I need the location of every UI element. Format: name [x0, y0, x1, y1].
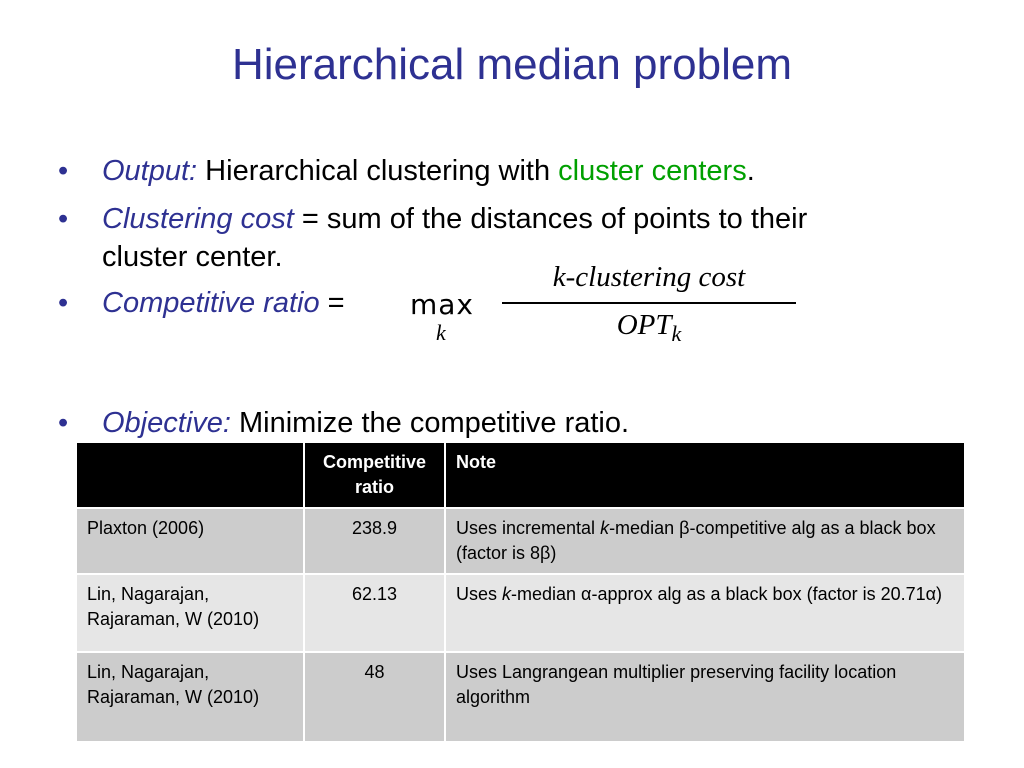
cell-ratio: 62.13: [304, 574, 445, 652]
table-row: [77, 574, 964, 652]
bullet-marker: •: [58, 203, 69, 235]
ratio-eq: =: [319, 287, 345, 319]
objective-text: Minimize the competitive ratio.: [230, 407, 630, 439]
header-note: Note: [445, 443, 964, 508]
formula-max-subscript: k: [436, 320, 446, 345]
results-table: [77, 443, 964, 741]
bullet-marker: •: [58, 287, 69, 319]
header-competitive-ratio: Competitive ratio: [304, 443, 445, 508]
output-term: Output:: [102, 155, 198, 187]
cost-continuation: cluster center.: [102, 241, 283, 273]
formula-opt-subscript: k: [671, 320, 682, 346]
note-text: Uses Langrangean multiplier preserving facility location algorithm: [456, 662, 897, 707]
cost-eq: =: [293, 203, 327, 235]
formula-denominator: [502, 306, 796, 353]
bullet-list: [58, 152, 978, 452]
note-k: k: [600, 518, 610, 538]
output-end: .: [746, 155, 755, 187]
bullet-marker: •: [58, 155, 69, 187]
formula-numerator: k-clustering cost: [552, 261, 746, 293]
cell-author: Lin, Nagarajan, Rajaraman, W (2010): [77, 574, 304, 652]
formula-max: max: [410, 288, 475, 321]
ratio-formula: [410, 262, 810, 362]
cost-text: sum of the distances of points to their: [326, 203, 808, 235]
cell-author: Plaxton (2006): [77, 508, 304, 574]
bullet-output: [58, 152, 978, 190]
cell-ratio: 238.9: [304, 508, 445, 574]
cost-term: Clustering cost: [102, 203, 294, 235]
note-text: Uses incremental: [456, 518, 601, 538]
output-text: Hierarchical clustering with: [197, 155, 559, 187]
table-row: [77, 652, 964, 741]
formula-opt: OPT: [616, 309, 672, 341]
cell-ratio: 48: [304, 652, 445, 741]
note-text-rest: -median α-approx alg as a black box (factor is 20.71α): [511, 584, 943, 604]
cell-note: [445, 652, 964, 741]
header-blank: [77, 443, 304, 508]
cluster-centers-highlight: cluster centers: [558, 155, 747, 187]
note-text-rest: -median β-competitive alg as a black box (factor is 8β): [456, 518, 936, 563]
table-row: [77, 508, 964, 574]
cell-author: Lin, Nagarajan, Rajaraman, W (2010): [77, 652, 304, 741]
note-k: k: [502, 584, 512, 604]
bullet-marker: •: [58, 407, 69, 439]
objective-term: Objective:: [102, 407, 231, 439]
formula-fraction-bar: [502, 302, 796, 304]
cell-note: [445, 508, 964, 574]
ratio-term: Competitive ratio: [102, 287, 320, 319]
slide-title: Hierarchical median problem: [231, 40, 792, 89]
bullet-cost: [58, 200, 978, 238]
bullet-ratio: [58, 261, 978, 394]
table-header-row: [77, 443, 964, 508]
cell-note: [445, 574, 964, 652]
note-text: Uses: [456, 584, 503, 604]
bullet-objective: [58, 404, 978, 442]
